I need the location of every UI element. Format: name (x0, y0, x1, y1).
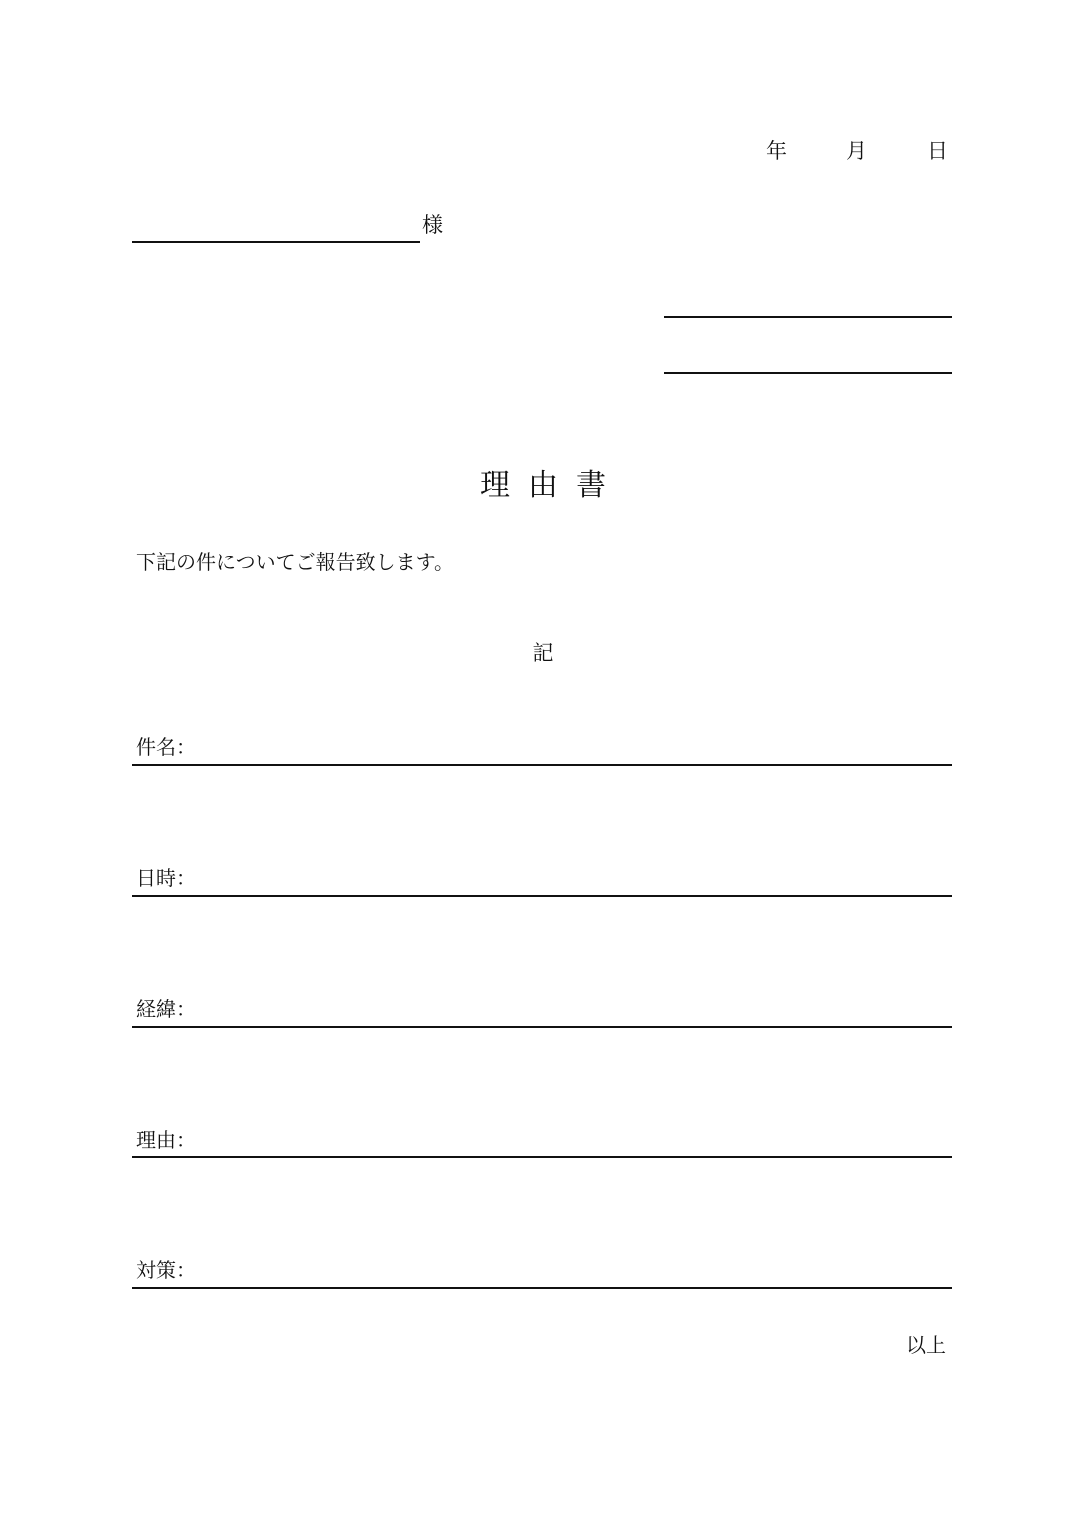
field-line-reason[interactable] (132, 1156, 952, 1158)
field-label-subject: 件名： (136, 735, 196, 759)
document-title: 理由書 (480, 468, 624, 503)
field-label-background: 経緯： (136, 997, 196, 1021)
field-line-countermeasure[interactable] (132, 1287, 952, 1289)
field-label-reason: 理由： (136, 1128, 196, 1152)
sender-line-2[interactable] (664, 372, 952, 374)
ki-heading: 記 (532, 641, 554, 665)
intro-text: 下記の件についてご報告致します。 (136, 550, 454, 574)
closing-text: 以上 (906, 1333, 946, 1357)
date-year-label: 年 (766, 139, 787, 163)
field-label-countermeasure: 対策： (136, 1258, 196, 1282)
field-line-datetime[interactable] (132, 895, 952, 897)
date-day-label: 日 (927, 139, 948, 163)
sender-line-1[interactable] (664, 316, 952, 318)
recipient-suffix: 様 (422, 213, 443, 237)
recipient-name-line[interactable] (132, 241, 420, 243)
field-label-datetime: 日時： (136, 866, 196, 890)
field-line-background[interactable] (132, 1026, 952, 1028)
date-month-label: 月 (846, 139, 867, 163)
field-line-subject[interactable] (132, 764, 952, 766)
